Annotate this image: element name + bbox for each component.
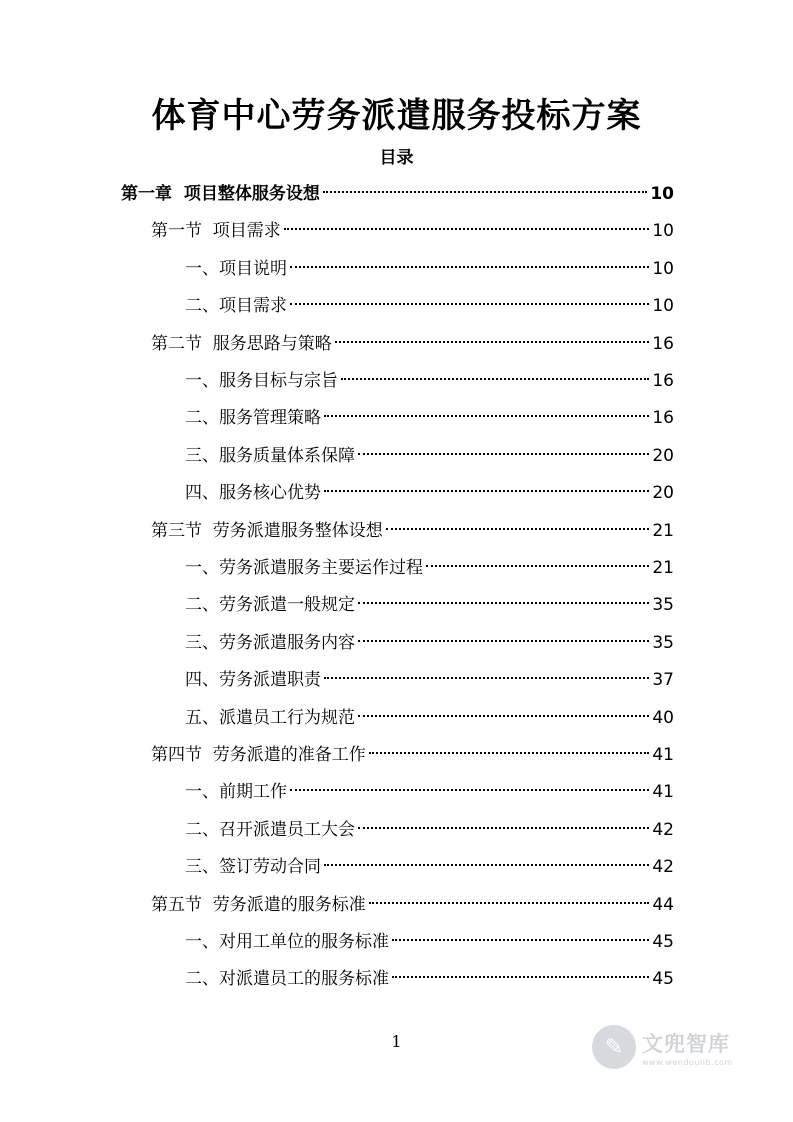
toc-dot-leader <box>324 677 649 679</box>
toc-entry-page: 10 <box>652 258 674 279</box>
toc-entry-label: 二、项目需求 <box>185 296 287 317</box>
toc-entry-page: 45 <box>652 969 674 990</box>
toc-entry[interactable] <box>185 590 674 620</box>
watermark <box>592 1022 752 1072</box>
toc-entry[interactable] <box>185 852 674 882</box>
toc-entry-page: 10 <box>652 296 674 317</box>
toc-entry-label: 三、劳务派遣服务内容 <box>185 632 355 653</box>
toc-entry[interactable] <box>185 478 674 508</box>
toc-entry[interactable] <box>185 703 674 733</box>
toc-entry[interactable] <box>185 553 674 583</box>
toc-entry-label: 三、签订劳动合同 <box>185 857 321 878</box>
toc-entry[interactable] <box>121 179 674 209</box>
toc-dot-leader <box>386 528 650 530</box>
toc-dot-leader <box>392 976 649 978</box>
toc-dot-leader <box>426 565 649 567</box>
toc-entry-label: 二、召开派遣员工大会 <box>185 819 355 840</box>
toc-dot-leader <box>290 266 649 268</box>
toc-dot-leader <box>358 827 649 829</box>
toc-entry[interactable] <box>185 628 674 658</box>
watermark-name: 文兜智库 <box>642 1031 730 1056</box>
toc-entry-label: 第五节 劳务派遣的服务标准 <box>151 894 366 915</box>
toc-dot-leader <box>284 228 650 230</box>
toc-entry[interactable] <box>185 403 674 433</box>
page-number: 1 <box>391 1032 402 1051</box>
toc-entry-label: 第四节 劳务派遣的准备工作 <box>151 745 366 765</box>
toc-entry-page: 21 <box>652 520 674 541</box>
toc-entry[interactable] <box>185 291 674 321</box>
toc-entry-label: 二、服务管理策略 <box>185 408 321 429</box>
toc-entry-label: 一、服务目标与宗旨 <box>185 371 338 391</box>
toc-entry-page: 40 <box>652 707 674 728</box>
toc-entry[interactable] <box>185 441 674 471</box>
toc-dot-leader <box>358 602 649 604</box>
toc-entry[interactable] <box>185 927 674 957</box>
watermark-url: www.wendoulib.com <box>642 1057 733 1067</box>
toc-heading: 目录 <box>379 148 414 168</box>
toc-dot-leader <box>369 752 650 754</box>
toc-entry-page: 42 <box>652 819 674 840</box>
toc-entry-label: 四、劳务派遣职责 <box>185 670 321 691</box>
toc-dot-leader <box>392 939 649 941</box>
toc-dot-leader <box>323 191 647 193</box>
toc-entry-page: 41 <box>652 782 674 803</box>
toc-dot-leader <box>324 490 649 492</box>
toc-entry-label: 一、对用工单位的服务标准 <box>185 932 389 952</box>
toc-dot-leader <box>290 303 649 305</box>
toc-entry-label: 一、劳务派遣服务主要运作过程 <box>185 558 423 578</box>
toc-entry-label: 三、服务质量体系保障 <box>185 445 355 466</box>
toc-entry-label: 一、前期工作 <box>185 782 287 803</box>
toc-entry-page: 10 <box>650 184 674 204</box>
toc-dot-leader <box>324 415 649 417</box>
toc-entry[interactable] <box>151 329 674 359</box>
toc-entry-page: 20 <box>652 483 674 504</box>
toc-entry-label: 第三节 劳务派遣服务整体设想 <box>151 520 383 541</box>
document-title: 体育中心劳务派遣服务投标方案 <box>151 96 642 136</box>
toc-entry-page: 16 <box>652 333 674 354</box>
toc-entry-label: 二、劳务派遣一般规定 <box>185 595 355 616</box>
toc-entry[interactable] <box>185 665 674 695</box>
toc-dot-leader <box>335 341 650 343</box>
toc-entry-label: 二、对派遣员工的服务标准 <box>185 969 389 990</box>
toc-entry-page: 10 <box>652 221 674 242</box>
toc-dot-leader <box>358 715 649 717</box>
toc-entry-page: 16 <box>652 408 674 429</box>
toc-entry-page: 35 <box>652 632 674 653</box>
toc-entry-label: 第二节 服务思路与策略 <box>151 333 332 354</box>
toc-dot-leader <box>341 378 649 380</box>
toc-entry[interactable] <box>151 216 674 246</box>
toc-entry-label: 五、派遣员工行为规范 <box>185 707 355 728</box>
toc-entry-page: 37 <box>652 670 674 691</box>
toc-entry-page: 42 <box>652 857 674 878</box>
toc-entry[interactable] <box>185 366 674 396</box>
toc-entry[interactable] <box>185 254 674 284</box>
toc-entry-page: 41 <box>652 745 674 765</box>
toc-dot-leader <box>369 902 650 904</box>
wendou-logo-icon: ✎ <box>592 1025 636 1069</box>
toc-entry[interactable] <box>151 740 674 770</box>
toc-entry-page: 16 <box>652 371 674 391</box>
toc-dot-leader <box>324 864 649 866</box>
toc-entry-label: 第一章 项目整体服务设想 <box>121 184 320 204</box>
toc-entry-page: 35 <box>652 595 674 616</box>
toc-entry[interactable] <box>151 516 674 546</box>
toc-entry[interactable] <box>185 815 674 845</box>
toc-entry[interactable] <box>185 777 674 807</box>
toc-dot-leader <box>290 789 649 791</box>
toc-entry-label: 第一节 项目需求 <box>151 221 281 242</box>
toc-entry-page: 21 <box>652 558 674 578</box>
toc-entry-label: 四、服务核心优势 <box>185 483 321 504</box>
toc-entry-page: 44 <box>652 894 674 915</box>
toc-dot-leader <box>358 453 649 455</box>
toc-entry-page: 45 <box>652 932 674 952</box>
toc-entry[interactable] <box>151 890 674 920</box>
toc-entry-page: 20 <box>652 445 674 466</box>
toc-dot-leader <box>358 640 649 642</box>
toc-entry[interactable] <box>185 964 674 994</box>
toc-entry-label: 一、项目说明 <box>185 258 287 279</box>
